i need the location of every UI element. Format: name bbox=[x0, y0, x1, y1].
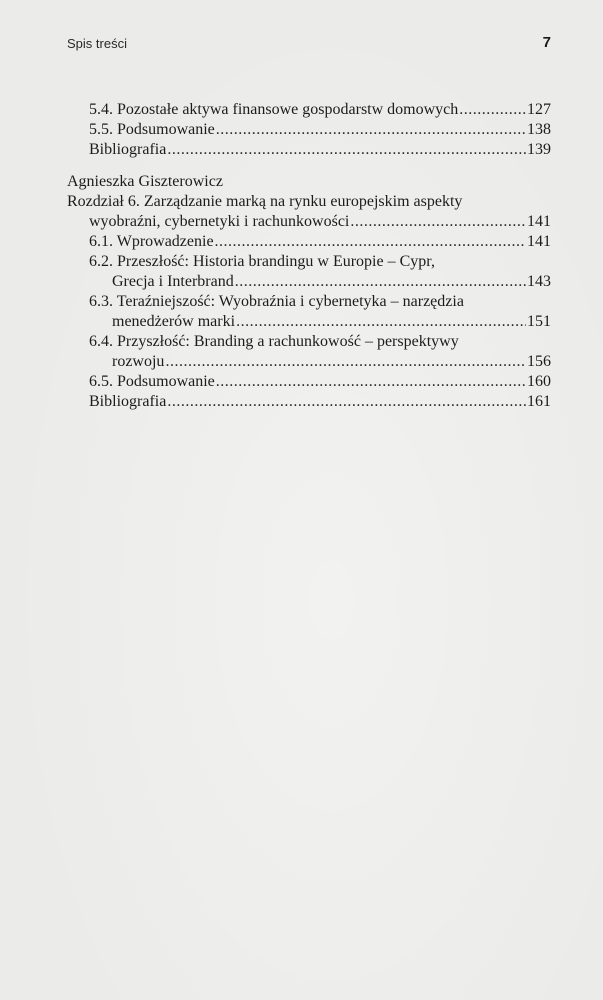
chapter-author: Agnieszka Giszterowicz bbox=[67, 173, 223, 190]
toc-entry-label: 6.5. Podsumowanie bbox=[89, 373, 215, 390]
toc-leader-dots bbox=[350, 212, 526, 232]
toc-entry-page: 143 bbox=[527, 273, 551, 290]
toc-entry-bibliography-5[interactable] bbox=[89, 140, 551, 160]
toc-leader-dots bbox=[459, 100, 526, 120]
toc-entry-page: 141 bbox=[527, 233, 551, 250]
chapter-title-line2[interactable] bbox=[89, 212, 551, 232]
toc-entry-6-5[interactable] bbox=[89, 372, 551, 392]
toc-entry-page: 161 bbox=[527, 393, 551, 410]
toc-entry-6-4-line1[interactable]: 6.4. Przyszłość: Branding a rachunkowość – perspektywy bbox=[89, 333, 459, 350]
toc-entry-label: wyobraźni, cybernetyki i rachunkowości bbox=[89, 213, 350, 230]
toc-entry-page: 139 bbox=[527, 141, 551, 158]
toc-leader-dots bbox=[167, 140, 526, 160]
toc-entry-6-3-line1[interactable]: 6.3. Teraźniejszość: Wyobraźnia i cybernetyka – narzędzia bbox=[89, 293, 464, 310]
running-head: Spis treści bbox=[67, 36, 127, 51]
toc-entry-page: 160 bbox=[527, 373, 551, 390]
toc-entry-page: 156 bbox=[527, 353, 551, 370]
toc-entry-5-4[interactable] bbox=[89, 100, 551, 120]
toc-entry-6-2-line2[interactable] bbox=[112, 272, 551, 292]
toc-entry-6-3-line2[interactable] bbox=[112, 312, 551, 332]
toc-leader-dots bbox=[215, 232, 526, 252]
toc-entry-label: 5.5. Podsumowanie bbox=[89, 121, 215, 138]
toc-entry-page: 127 bbox=[527, 101, 551, 118]
toc-entry-page: 151 bbox=[527, 313, 551, 330]
toc-entry-page: 141 bbox=[527, 213, 551, 230]
toc-leader-dots bbox=[235, 272, 526, 292]
toc-entry-label: Bibliografia bbox=[89, 393, 167, 410]
toc-entry-label: 5.4. Pozostałe aktywa finansowe gospodarstw domowych bbox=[89, 101, 459, 118]
toc-entry-label: rozwoju bbox=[112, 353, 165, 370]
toc-entry-6-4-line2[interactable] bbox=[112, 352, 551, 372]
toc-entry-bibliography-6[interactable] bbox=[89, 392, 551, 412]
toc-entry-6-2-line1[interactable]: 6.2. Przeszłość: Historia brandingu w Europie – Cypr, bbox=[89, 253, 435, 270]
toc-entry-label: 6.1. Wprowadzenie bbox=[89, 233, 214, 250]
toc-entry-label: Grecja i Interbrand bbox=[112, 273, 234, 290]
toc-leader-dots bbox=[216, 120, 526, 140]
toc-entry-6-1[interactable] bbox=[89, 232, 551, 252]
toc-entry-5-5[interactable] bbox=[89, 120, 551, 140]
chapter-title-line1[interactable]: Rozdział 6. Zarządzanie marką na rynku europejskim aspekty bbox=[67, 193, 463, 210]
toc-leader-dots bbox=[167, 392, 526, 412]
page-number: 7 bbox=[542, 34, 551, 51]
toc-entry-label: Bibliografia bbox=[89, 141, 167, 158]
toc-leader-dots bbox=[165, 352, 526, 372]
toc-entry-page: 138 bbox=[527, 121, 551, 138]
toc-leader-dots bbox=[236, 312, 526, 332]
toc-leader-dots bbox=[216, 372, 526, 392]
toc-entry-label: menedżerów marki bbox=[112, 313, 236, 330]
